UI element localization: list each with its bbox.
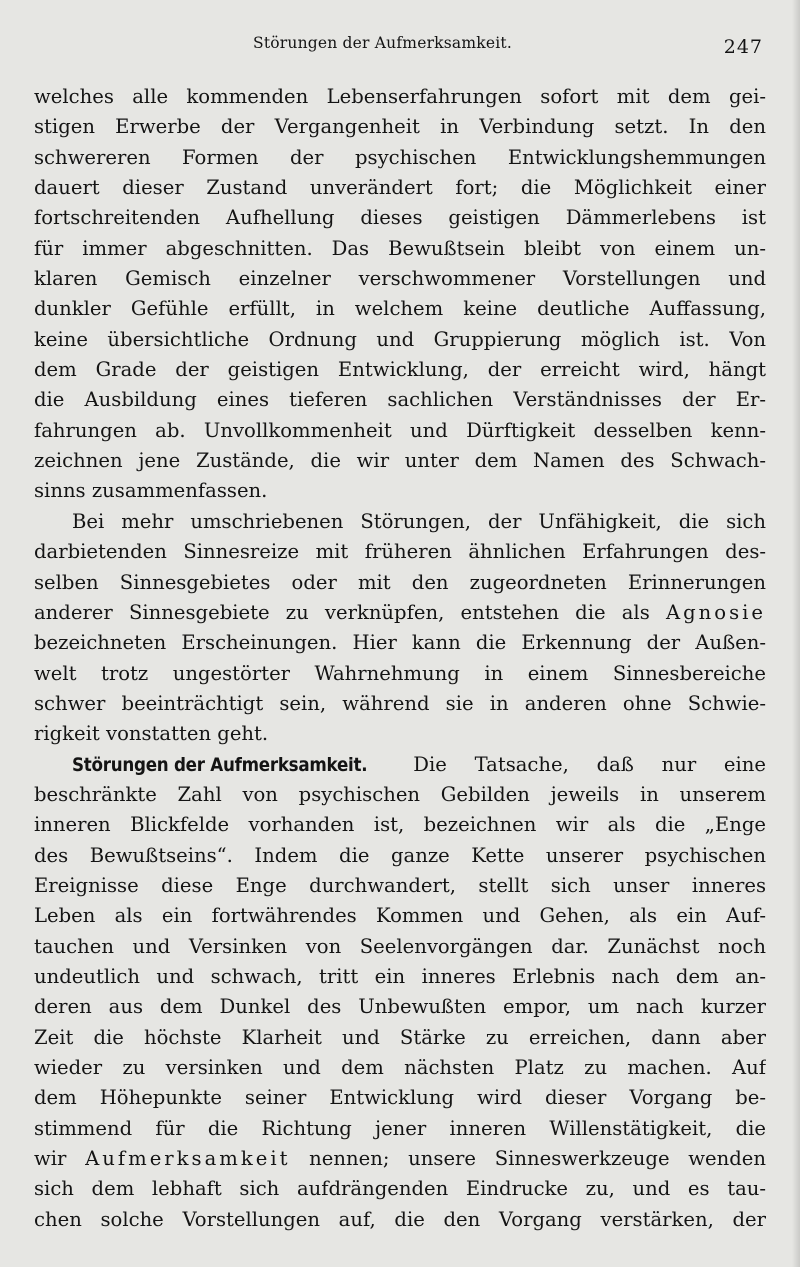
text-line: welt trotz ungestörter Wahrnehmung in einem Sinnesbereiche: [34, 661, 766, 685]
text-line: Ereignisse diese Enge durchwandert, stellt sich unser inneres: [34, 873, 766, 897]
running-title: Störungen der Aufmerksamkeit.: [253, 34, 512, 52]
text-line: schwer beeinträchtigt sein, während sie in anderen ohne Schwie-: [34, 691, 766, 715]
text-line: klaren Gemisch einzelner verschwommener Vorstellungen und: [34, 267, 766, 291]
page-number: 247: [723, 36, 763, 58]
line-text: wir: [34, 1147, 86, 1171]
text-line: beschränkte Zahl von psychischen Gebilden jeweils in unserem: [34, 782, 766, 806]
spaced-term: Aufmerksamkeit: [85, 1147, 291, 1171]
spaced-term: Agnosie: [665, 600, 766, 624]
line-text: anderer Sinnesgebiete zu verknüpfen, entstehen die als: [34, 600, 666, 624]
line-text: Die Tatsache, daß nur eine: [385, 752, 766, 776]
text-line: stigen Erwerbe der Vergangenheit in Verbindung setzt. In den: [34, 115, 766, 139]
text-line: [34, 598, 766, 628]
text-line: inneren Blickfelde vorhanden ist, bezeichnen wir als die „Enge: [34, 813, 766, 837]
text-line: dunkler Gefühle erfüllt, in welchem keine deutliche Auffassung,: [34, 297, 766, 321]
text-line: schwereren Formen der psychischen Entwicklungshemmungen: [34, 145, 766, 169]
running-header: [0, 34, 800, 58]
text-line: Zeit die höchste Klarheit und Stärke zu erreichen, dann aber: [34, 1025, 766, 1049]
text-line: [34, 1144, 766, 1174]
text-line: zeichnen jene Zustände, die wir unter dem Namen des Schwach-: [34, 449, 766, 473]
text-line: welches alle kommenden Lebenserfahrungen sofort mit dem gei-: [34, 85, 766, 108]
paragraph-end-line: sinns zusammenfassen.: [34, 479, 268, 503]
text-line: wieder zu versinken und dem nächsten Platz zu machen. Auf: [34, 1056, 766, 1079]
text-line: fahrungen ab. Unvollkommenheit und Dürftigkeit desselben kenn-: [34, 418, 766, 442]
text-line: des Bewußtseins“. Indem die ganze Kette unserer psychischen: [34, 843, 766, 867]
text-line: chen solche Vorstellungen auf, die den Vorgang verstärken, der: [34, 1207, 766, 1231]
text-line: tauchen und Versinken von Seelenvorgängen dar. Zunächst noch: [34, 934, 766, 958]
text-line: selben Sinnesgebietes oder mit den zugeordneten Erinnerungen: [34, 570, 766, 594]
text-line: Leben als ein fortwährendes Kommen und Gehen, als ein Auf-: [34, 904, 766, 928]
text-line: keine übersichtliche Ordnung und Gruppierung möglich ist. Von: [34, 327, 766, 351]
section-start-line: [34, 750, 766, 780]
text-line: für immer abgeschnitten. Das Bewußtsein bleibt von einem un-: [34, 236, 766, 260]
text-line: darbietenden Sinnesreize mit früheren ähnlichen Erfahrungen des-: [34, 540, 766, 564]
text-line: die Ausbildung eines tieferen sachlichen Verständnisses der Er-: [34, 388, 766, 412]
section-heading: Störungen der Aufmerksamkeit.: [72, 753, 368, 776]
text-line: deren aus dem Dunkel des Unbewußten empor, um nach kurzer: [34, 995, 766, 1019]
paragraph-end-line: rigkeit vonstatten geht.: [34, 722, 269, 746]
line-text: nennen; unsere Sinneswerkzeuge wenden: [290, 1147, 766, 1171]
text-line: dauert dieser Zustand unverändert fort; die Möglichkeit einer: [34, 176, 766, 200]
text-line: dem Grade der geistigen Entwicklung, der erreicht wird, hängt: [34, 358, 766, 382]
text-line: undeutlich und schwach, tritt ein inneres Erlebnis nach dem an-: [34, 964, 766, 988]
text-line: sich dem lebhaft sich aufdrängenden Eindrucke zu, und es tau-: [34, 1177, 766, 1201]
paragraph-start-line: Bei mehr umschriebenen Störungen, der Unfähigkeit, die sich: [72, 509, 766, 533]
text-line: dem Höhepunkte seiner Entwicklung wird dieser Vorgang be-: [34, 1086, 766, 1110]
text-line: fortschreitenden Aufhellung dieses geistigen Dämmerlebens ist: [34, 206, 766, 230]
text-line: stimmend für die Richtung jener inneren Willenstätigkeit, die: [34, 1116, 766, 1140]
body-text: [34, 82, 766, 1235]
text-line: bezeichneten Erscheinungen. Hier kann die Erkennung der Außen-: [34, 631, 766, 655]
